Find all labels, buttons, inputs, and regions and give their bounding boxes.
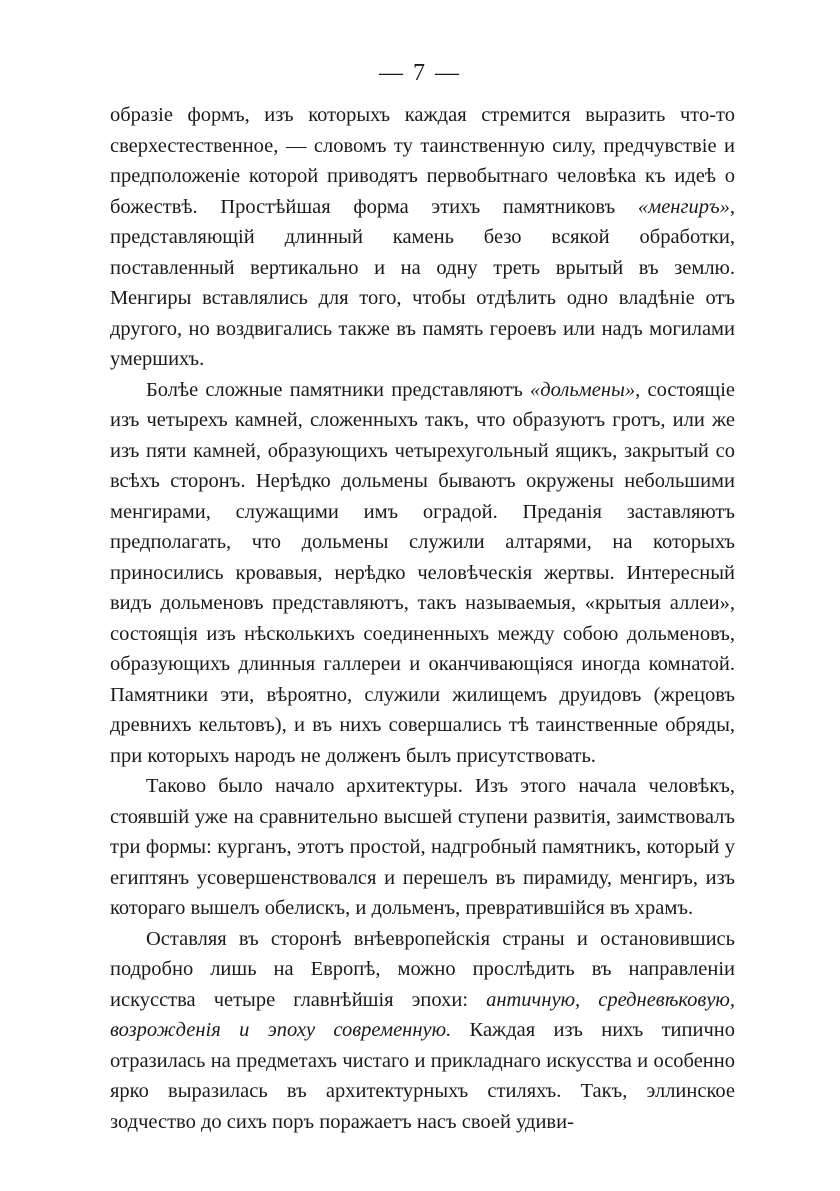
paragraph-text: образіе формъ, изъ которыхъ каждая стремится выразить что-то сверхестественное, — словомъ ту таинственную силу, предчувствіе и предположеніе которой приводятъ первобытнаго человѣка къ идеѣ о божествѣ. Простѣйшая форма этихъ памятниковъ [110,104,735,218]
page-number: — 7 — [379,60,461,86]
italic-epochs: античную, средневѣковую, возрожденія и эпоху современную. [110,988,735,1041]
paragraph-text: Болѣе сложные памятники представляютъ [146,378,531,401]
italic-term-menhir: «менгиръ» [637,195,730,218]
paragraph-text: Каждая изъ нихъ типично отразилась на предметахъ чистаго и прикладнаго искусства и особенно ярко выразилась въ архитектурныхъ стиляхъ. Такъ, эллинское зодчество до сихъ поръ поражаетъ насъ своей удиви- [110,1019,735,1133]
paragraph-1 [110,100,735,375]
paragraph-text: , состоящіе изъ четырехъ камней, сложенныхъ такъ, что образуютъ гротъ, или же изъ пяти камней, образующихъ четырехугольный ящикъ, закрытый со всѣхъ сторонъ. Нерѣдко дольмены бываютъ окружены небольшими менгирами, служащими имъ оградой. Преданія заставляютъ предполагать, что дольмены служили алтарями, на которыхъ приносились кровавыя, нерѣдко человѣческія жертвы. Интересный видъ дольменовъ представляютъ, такъ называемыя, «крытыя аллеи», состоящія изъ нѣсколькихъ соединенныхъ между собою дольменовъ, образующихъ длинныя галлереи и оканчивающіяся иногда комнатой. Памятники эти, вѣроятно, служили жилищемъ друидовъ (жрецовъ древнихъ кельтовъ), и въ нихъ совершались тѣ таинственные обряды, при которыхъ народъ не долженъ былъ присутствовать. [110,378,735,767]
paragraph-3 [110,771,735,924]
paragraph-text: Таково было начало архитектуры. Изъ этого начала человѣкъ, стоявшій уже на сравнительно высшей ступени развитія, заимствовалъ три формы: курганъ, этотъ простой, надгробный памятникъ, который у египтянъ усовершенствовался и перешелъ въ пирамиду, менгиръ, изъ котораго вышелъ обелискъ, и дольменъ, превратившійся въ храмъ. [110,775,735,919]
paragraph-text: , представляющій длинный камень безо всякой обработки, поставленный вертикально и на одну треть врытый въ землю. Менгиры вставлялись для того, чтобы отдѣлить одно владѣніе отъ другого, но воздвигались также въ память героевъ или надъ могилами умершихъ. [110,195,735,370]
paragraph-text: Оставляя въ сторонѣ внѣевропейскія страны и остановившись подробно лишь на Европѣ, можно прослѣдить въ направленіи искусства четыре главнѣйшія эпохи: [110,927,735,1011]
italic-term-dolmen: «дольмены» [530,378,636,401]
paragraph-2 [110,375,735,772]
paragraph-4 [110,924,735,1138]
body-text [110,100,735,1137]
